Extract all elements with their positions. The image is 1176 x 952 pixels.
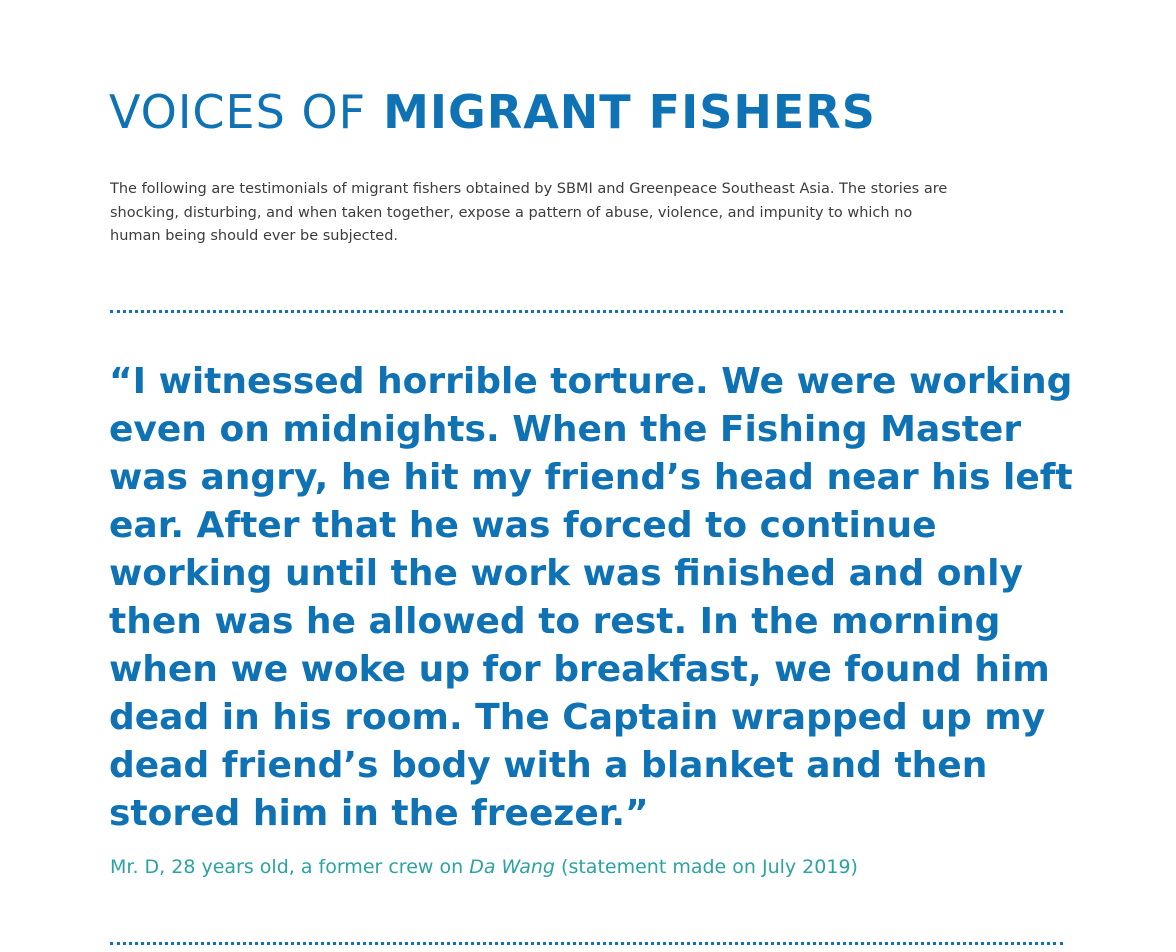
dotted-divider-top xyxy=(110,310,1063,313)
title-bold: MIGRANT FISHERS xyxy=(383,85,876,139)
testimonial-quote: “I witnessed horrible torture. We were working even on midnights. When the Fishing Master was angry, he hit my friend’s head near his left ear. After that he was forced to continue working until the work was finished and only then was he allowed to rest. In the morning when we woke up for breakfast, we found him dead in his room. The Captain wrapped up my dead friend’s body with a blanket and then stored him in the freezer.” xyxy=(109,361,1073,834)
dotted-divider-bottom xyxy=(110,942,1063,945)
attribution-prefix: Mr. D, 28 years old, a former crew on xyxy=(110,856,464,878)
title-light: VOICES OF xyxy=(109,85,367,139)
intro-paragraph: The following are testimonials of migrant fishers obtained by SBMI and Greenpeace Southeast Asia. The stories are shocking, disturbing, and when taken together, expose a pattern of abuse, violence, and impunity to which no human being should ever be subjected. xyxy=(110,181,948,244)
page-title xyxy=(109,84,876,140)
attribution-suffix: (statement made on July 2019) xyxy=(561,856,858,878)
testimonial-attribution xyxy=(110,854,858,880)
vessel-name: Da Wang xyxy=(469,856,555,878)
